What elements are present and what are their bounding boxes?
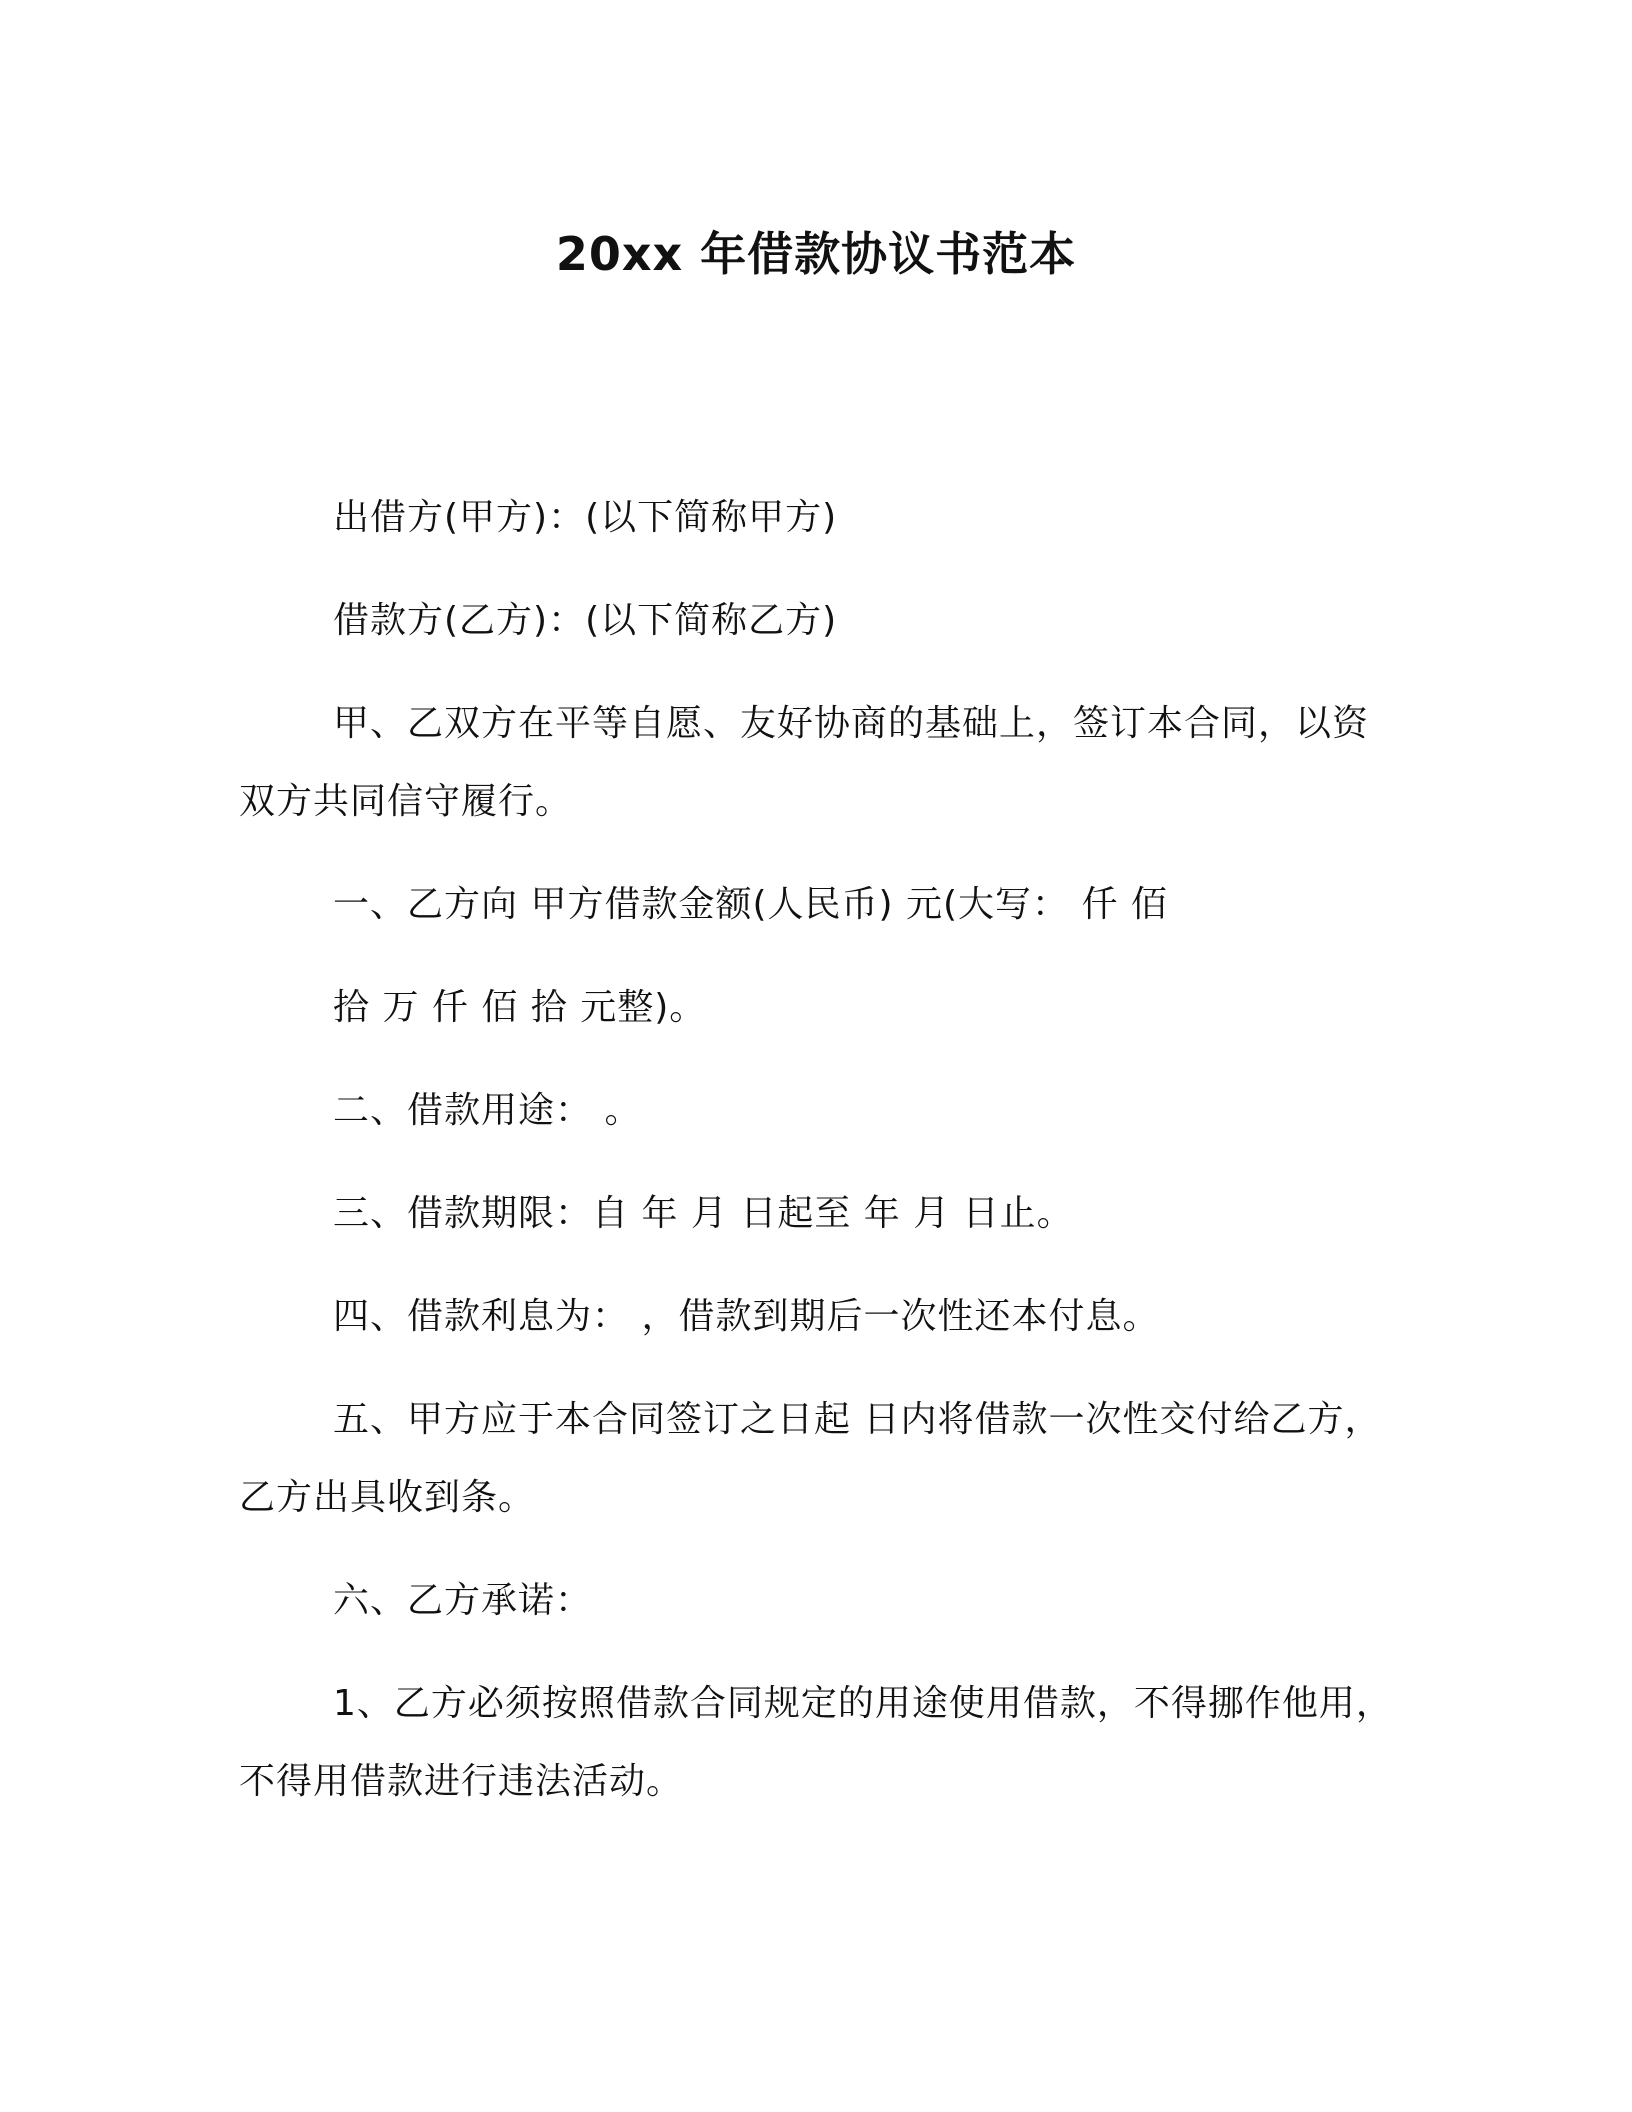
borrower-line: 借款方(乙方)：(以下简称乙方) [333,600,838,641]
preamble-line-2: 双方共同信守履行。 [239,781,573,822]
clause-1-line-1: 一、乙方向 甲方借款金额(人民币) 元(大写： 仟 佰 [333,884,1168,925]
clause-5-line-2: 乙方出具收到条。 [239,1477,536,1518]
clause-1-line-2: 拾 万 仟 佰 拾 元整)。 [333,987,707,1028]
clause-2-line: 二、借款用途： 。 [333,1090,642,1131]
clause-4-line: 四、借款利息为： ，借款到期后一次性还本付息。 [333,1296,1160,1337]
clause-6-item-1-line-1: 1、乙方必须按照借款合同规定的用途使用借款，不得挪作他用， [333,1683,1393,1724]
lender-line: 出借方(甲方)：(以下简称甲方) [333,497,838,538]
clause-6-heading: 六、乙方承诺： [333,1580,593,1621]
clause-3-line: 三、借款期限：自 年 月 日起至 年 月 日止。 [333,1193,1074,1234]
clause-6-item-1-line-2: 不得用借款进行违法活动。 [239,1761,684,1802]
document-title: 20xx 年借款协议书范本 [555,227,1077,281]
preamble-line-1: 甲、乙双方在平等自愿、友好协商的基础上，签订本合同，以资 [333,703,1370,744]
clause-5-line-1: 五、甲方应于本合同签订之日起 日内将借款一次性交付给乙方， [333,1399,1382,1440]
